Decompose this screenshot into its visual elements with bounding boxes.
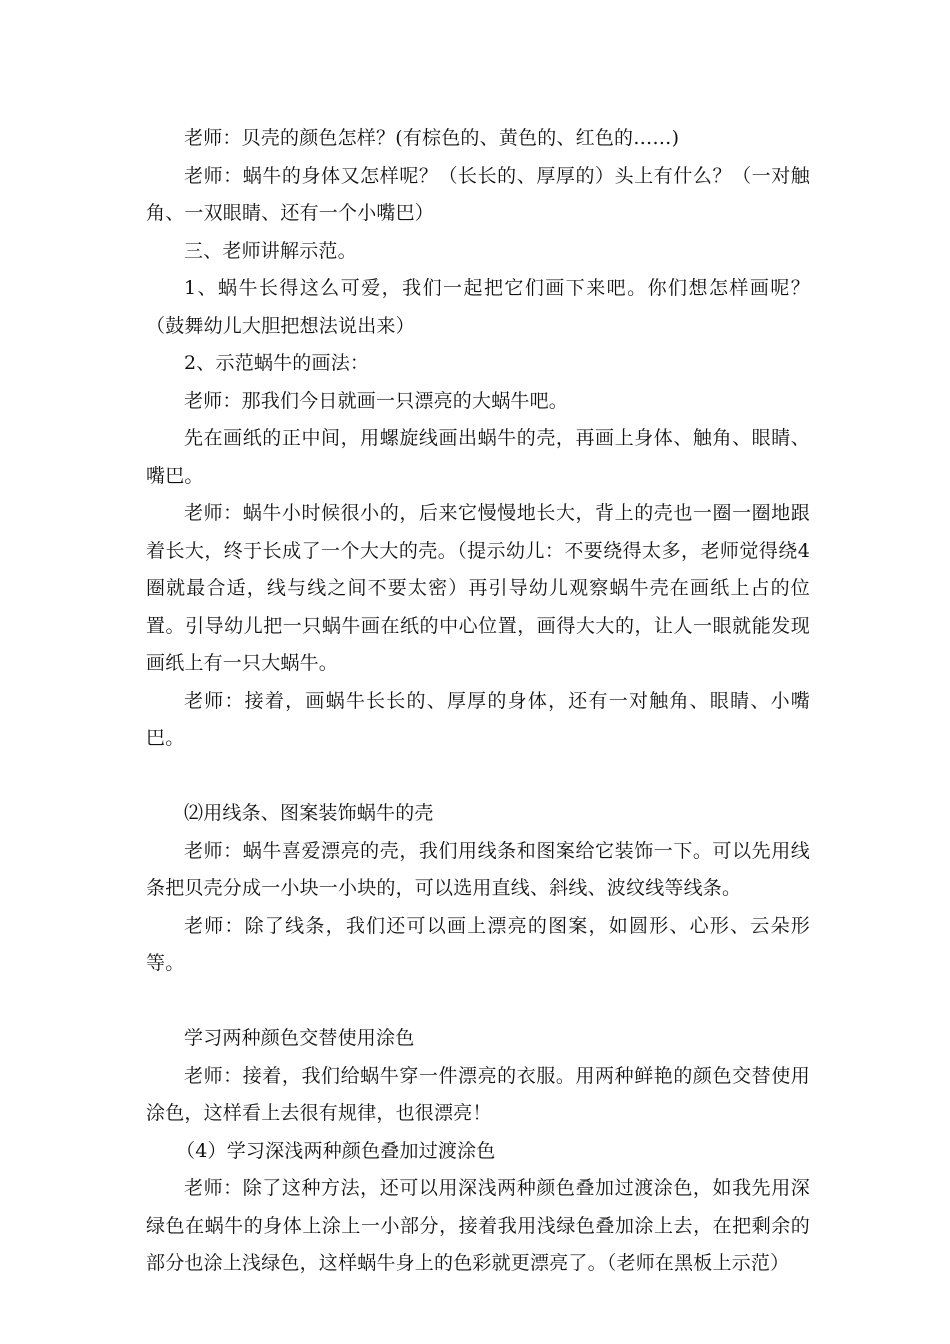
paragraph-shell-color: 老师：贝壳的颜色怎样？(有棕色的、黄色的、红色的……) bbox=[184, 127, 680, 149]
paragraph-spiral-shell: 先在画纸的正中间，用螺旋线画出蜗牛的壳，再画上身体、触角、眼睛、嘴巴。 bbox=[146, 427, 810, 487]
paragraph-layered-colors: 老师：除了这种方法，还可以用深浅两种颜色叠加过渡涂色，如我先用深绿色在蜗牛的身体上涂上一小部分，接着我用浅绿色叠加涂上去，在把剩余的部分也涂上浅绿色，这样蜗牛身上的色彩就更漂亮了。（老师在黑板上示范） bbox=[146, 1177, 810, 1274]
subheading-decorate-shell: ⑵用线条、图案装饰蜗牛的壳 bbox=[184, 802, 434, 824]
paragraph-decorate-patterns: 老师：除了线条，我们还可以画上漂亮的图案，如圆形、心形、云朵形等。 bbox=[146, 914, 810, 974]
paragraph-step-1: 1、蜗牛长得这么可爱，我们一起把它们画下来吧。你们想怎样画呢？（鼓舞幼儿大胆把想法说出来） bbox=[146, 277, 810, 337]
paragraph-snail-body: 老师：蜗牛的身体又怎样呢？（长长的、厚厚的）头上有什么？（一对触角、一双眼睛、还有一个小嘴巴） bbox=[146, 164, 810, 224]
paragraph-decorate-lines: 老师：蜗牛喜爱漂亮的壳，我们用线条和图案给它装饰一下。可以先用线条把贝壳分成一小块一小块的，可以选用直线、斜线、波纹线等线条。 bbox=[146, 839, 810, 899]
document-body bbox=[146, 120, 810, 1283]
paragraph-draw-body: 老师：接着，画蜗牛长长的、厚厚的身体，还有一对触角、眼睛、小嘴巴。 bbox=[146, 689, 810, 749]
paragraph-alternate-colors: 老师：接着，我们给蜗牛穿一件漂亮的衣服。用两种鲜艳的颜色交替使用涂色，这样看上去很有规律，也很漂亮！ bbox=[146, 1064, 810, 1124]
paragraph-step-2: 2、示范蜗牛的画法： bbox=[184, 352, 370, 374]
paragraph-draw-big-snail: 老师：那我们今日就画一只漂亮的大蜗牛吧。 bbox=[184, 389, 569, 412]
section-heading-demo: 三、老师讲解示范。 bbox=[184, 239, 357, 262]
subheading-alternate-colors: 学习两种颜色交替使用涂色 bbox=[184, 1027, 415, 1049]
subheading-layered-colors: （4）学习深浅两种颜色叠加过渡涂色 bbox=[176, 1139, 496, 1162]
paragraph-shell-growth: 老师：蜗牛小时候很小的，后来它慢慢地长大，背上的壳也一圈一圈地跟着长大，终于长成了一个大大的壳。（提示幼儿：不要绕得太多，老师觉得绕4圈就最合适，线与线之间不要太密）再引导幼儿观察蜗牛壳在画纸上占的位置。引导幼儿把一只蜗牛画在纸的中心位置，画得大大的，让人一眼就能发现画纸上有一只大蜗牛。 bbox=[146, 502, 810, 674]
